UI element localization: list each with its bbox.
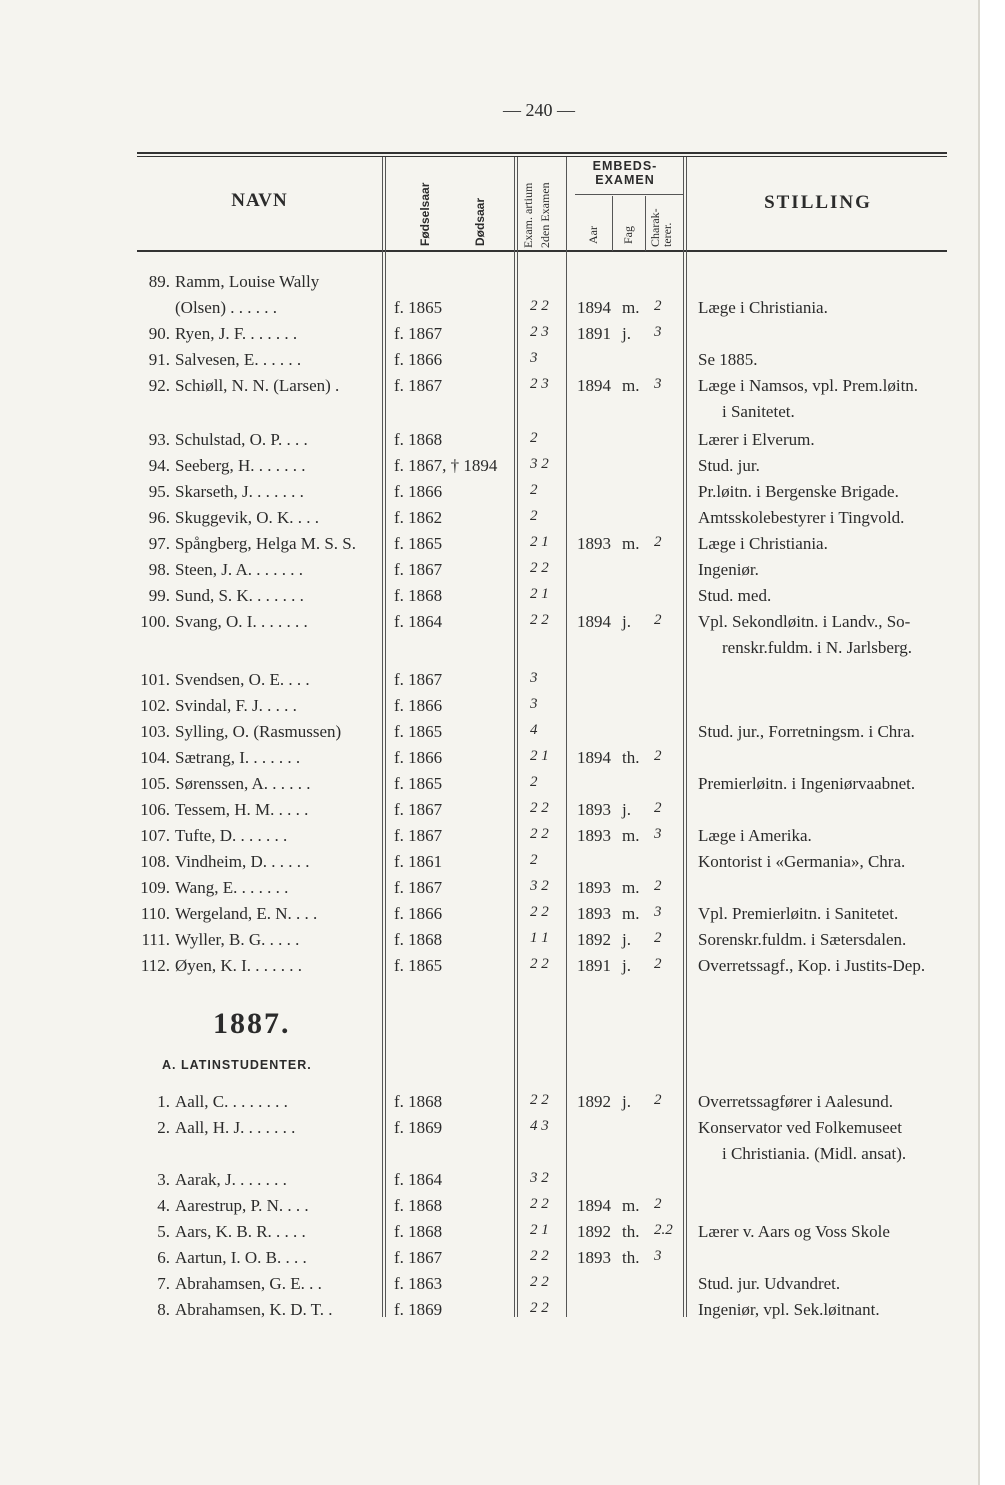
stilling-cell: Læge i Amerika.: [698, 826, 812, 845]
embeds-fag-cell: th.: [622, 748, 640, 767]
name-cell: Ryen, J. F. . . . . . .: [175, 324, 298, 343]
embeds-karakter-cell: 3: [654, 826, 662, 842]
embeds-karakter-cell: 2: [654, 298, 662, 314]
embeds-aar-cell: 1891: [577, 324, 611, 343]
exam-grades-cell: 2 2: [530, 1248, 549, 1264]
born-cell: f. 1867: [394, 324, 443, 343]
num-cell: 93.: [148, 430, 170, 449]
embeds-karakter-cell: 3: [654, 376, 662, 392]
name-cell: Abrahamsen, G. E. . .: [175, 1274, 322, 1293]
exam-grades-cell: 2 1: [530, 1222, 549, 1238]
embeds-aar-cell: 1894: [577, 298, 611, 317]
born-cell: f. 1865: [394, 298, 443, 317]
embeds-sub-rule: [575, 194, 683, 195]
embeds-karakter-cell: 3: [654, 1248, 662, 1264]
table-row: [0, 1118, 978, 1163]
embeds-fag-cell: m.: [622, 826, 640, 845]
num-cell: 100.: [140, 612, 170, 631]
embeds-aar-cell: 1892: [577, 1222, 611, 1241]
name-cell: Skarseth, J. . . . . . .: [175, 482, 304, 501]
header-exam-2den: 2den Examen: [538, 182, 552, 248]
num-cell: 92.: [148, 376, 170, 395]
born-cell: f. 1868: [394, 930, 443, 949]
embeds-aar-cell: 1894: [577, 1196, 611, 1215]
embeds-fag-cell: th.: [622, 1248, 640, 1267]
embeds-aar-cell: 1891: [577, 956, 611, 975]
exam-grades-cell: 2 2: [530, 800, 549, 816]
exam-grades-cell: 2 3: [530, 376, 549, 392]
table-row: [0, 930, 978, 956]
embeds-aar-cell: 1892: [577, 1092, 611, 1111]
name-cell: Schulstad, O. P. . . .: [175, 430, 308, 449]
exam-grades-cell: 2 3: [530, 324, 549, 340]
num-cell: 106.: [140, 800, 170, 819]
name-cell-cont: (Olsen) . . . . . .: [175, 298, 277, 317]
name-cell: Salvesen, E. . . . . .: [175, 350, 302, 369]
embeds-fag-cell: m.: [622, 376, 640, 395]
header-exam-artium: Exam. artium: [521, 182, 535, 248]
born-cell: f. 1864: [394, 612, 443, 631]
exam-grades-cell: 2 2: [530, 826, 549, 842]
exam-grades-cell: 3: [530, 696, 538, 712]
born-cell: f. 1867: [394, 878, 443, 897]
born-cell: f. 1868: [394, 1196, 443, 1215]
embeds-karakter-cell: 2: [654, 1092, 662, 1108]
table-row: [0, 1248, 978, 1274]
exam-grades-cell: 2: [530, 430, 538, 446]
exam-grades-cell: 2 1: [530, 748, 549, 764]
table-row: [0, 826, 978, 852]
num-cell: 94.: [148, 456, 170, 475]
stilling-cell: Læge i Christiania.: [698, 298, 828, 317]
table-row: [0, 560, 978, 586]
col-line-aar: [612, 196, 613, 251]
name-cell: Abrahamsen, K. D. T. .: [175, 1300, 333, 1319]
embeds-fag-cell: m.: [622, 878, 640, 897]
embeds-aar-cell: 1893: [577, 534, 611, 553]
num-cell: 107.: [140, 826, 170, 845]
stilling-cell: Pr.løitn. i Bergenske Brigade.: [698, 482, 899, 501]
exam-grades-cell: 2 2: [530, 1274, 549, 1290]
exam-grades-cell: 4: [530, 722, 538, 738]
num-cell: 103.: [140, 722, 170, 741]
table-row: [0, 482, 978, 508]
embeds-karakter-cell: 2: [654, 878, 662, 894]
embeds-karakter-cell: 2: [654, 748, 662, 764]
page-number: — 240 —: [503, 100, 575, 120]
table-row: [0, 852, 978, 878]
stilling-cell: Lærer i Elverum.: [698, 430, 815, 449]
num-cell: 6.: [157, 1248, 170, 1267]
born-cell: f. 1861: [394, 852, 443, 871]
exam-grades-cell: 3: [530, 670, 538, 686]
exam-grades-cell: 3: [530, 350, 538, 366]
exam-grades-cell: 2 2: [530, 612, 549, 628]
num-cell: 4.: [157, 1196, 170, 1215]
born-cell: f. 1866: [394, 696, 443, 715]
num-cell: 95.: [148, 482, 170, 501]
name-cell: Steen, J. A. . . . . . .: [175, 560, 303, 579]
name-cell: Spångberg, Helga M. S. S.: [175, 534, 357, 553]
year-title: 1887.: [213, 1007, 291, 1040]
table-row: [0, 1300, 978, 1326]
header-embedsexamen: EMBEDS-EXAMEN: [592, 159, 658, 187]
num-cell: 98.: [148, 560, 170, 579]
embeds-aar-cell: 1893: [577, 1248, 611, 1267]
stilling-cell: Overretssagfører i Aalesund.: [698, 1092, 893, 1111]
stilling-cell: Se 1885.: [698, 350, 758, 369]
table-row: [0, 956, 978, 982]
num-cell: 104.: [140, 748, 170, 767]
table-row: [0, 508, 978, 534]
name-cell: Aarestrup, P. N. . . .: [175, 1196, 309, 1215]
stilling-cell-cont: i Christiania. (Midl. ansat).: [722, 1144, 907, 1163]
num-cell: 110.: [140, 904, 170, 923]
stilling-cell: Amtsskolebestyrer i Tingvold.: [698, 508, 905, 527]
exam-grades-cell: 2 2: [530, 1092, 549, 1108]
stilling-cell: Stud. jur.: [698, 456, 760, 475]
num-cell: 102.: [140, 696, 170, 715]
embeds-fag-cell: j.: [622, 324, 631, 343]
header-fodselsaar: Fødselsaar: [418, 182, 432, 246]
header-rule: [137, 250, 947, 252]
born-cell: f. 1869: [394, 1300, 443, 1319]
exam-grades-cell: 4 3: [530, 1118, 549, 1134]
num-cell: 1.: [157, 1092, 170, 1111]
embeds-aar-cell: 1893: [577, 826, 611, 845]
table-row: [0, 350, 978, 376]
table-row: [0, 774, 978, 800]
born-cell: f. 1866: [394, 482, 443, 501]
born-cell: f. 1867: [394, 800, 443, 819]
exam-grades-cell: 3 2: [530, 878, 549, 894]
table-row: [0, 1170, 978, 1196]
stilling-cell: Sorenskr.fuldm. i Sætersdalen.: [698, 930, 907, 949]
num-cell: 5.: [157, 1222, 170, 1241]
born-cell: f. 1865: [394, 722, 443, 741]
embeds-karakter-cell: 2: [654, 612, 662, 628]
name-cell: Øyen, K. I. . . . . . .: [175, 956, 303, 975]
stilling-cell: Lærer v. Aars og Voss Skole: [698, 1222, 890, 1241]
stilling-cell: Konservator ved Folkemuseet: [698, 1118, 902, 1137]
name-cell: Aartun, I. O. B. . . .: [175, 1248, 307, 1267]
num-cell: 111.: [141, 930, 170, 949]
stilling-cell: Vpl. Premierløitn. i Sanitetet.: [698, 904, 899, 923]
header-navn: NAVN: [231, 190, 288, 211]
num-cell: 101.: [140, 670, 170, 689]
exam-grades-cell: 3 2: [530, 1170, 549, 1186]
embeds-aar-cell: 1894: [577, 612, 611, 631]
exam-grades-cell: 2: [530, 482, 538, 498]
born-cell: f. 1863: [394, 1274, 443, 1293]
header-dodsaar: Dødsaar: [473, 197, 487, 246]
stilling-cell: Vpl. Sekondløitn. i Landv., So-: [698, 612, 911, 631]
table-row: [0, 696, 978, 722]
embeds-karakter-cell: 3: [654, 324, 662, 340]
born-cell: f. 1867, † 1894: [394, 456, 498, 475]
embeds-fag-cell: th.: [622, 1222, 640, 1241]
stilling-cell: Kontorist i «Germania», Chra.: [698, 852, 906, 871]
name-cell: Aall, H. J. . . . . . .: [175, 1118, 296, 1137]
table-row: [0, 376, 978, 421]
born-cell: f. 1868: [394, 430, 443, 449]
born-cell: f. 1868: [394, 586, 443, 605]
top-rule-thin: [137, 156, 947, 157]
name-cell: Skuggevik, O. K. . . .: [175, 508, 320, 527]
name-cell: Wang, E. . . . . . .: [175, 878, 289, 897]
num-cell: 8.: [157, 1300, 170, 1319]
born-cell: f. 1866: [394, 748, 443, 767]
name-cell: Aall, C. . . . . . . .: [175, 1092, 288, 1111]
embeds-fag-cell: j.: [622, 956, 631, 975]
exam-grades-cell: 2 2: [530, 1196, 549, 1212]
num-cell: 99.: [148, 586, 170, 605]
table-row: [0, 430, 978, 456]
table-row: [0, 1274, 978, 1300]
name-cell: Ramm, Louise Wally: [175, 272, 320, 291]
embeds-aar-cell: 1893: [577, 800, 611, 819]
embeds-aar-cell: 1894: [577, 376, 611, 395]
table-row: [0, 878, 978, 904]
embeds-aar-cell: 1893: [577, 904, 611, 923]
table-row: [0, 904, 978, 930]
name-cell: Svang, O. I. . . . . . .: [175, 612, 308, 631]
num-cell: 7.: [157, 1274, 170, 1293]
stilling-cell: Læge i Namsos, vpl. Prem.løitn.: [698, 376, 919, 395]
born-cell: f. 1865: [394, 774, 443, 793]
embeds-fag-cell: j.: [622, 930, 631, 949]
table-row: [0, 272, 978, 317]
header-fag: Fag: [621, 226, 635, 244]
name-cell: Aars, K. B. R. . . . .: [175, 1222, 306, 1241]
stilling-cell: Premierløitn. i Ingeniørvaabnet.: [698, 774, 916, 793]
exam-grades-cell: 2 1: [530, 586, 549, 602]
num-cell: 2.: [157, 1118, 170, 1137]
stilling-cell: Stud. med.: [698, 586, 772, 605]
embeds-aar-cell: 1892: [577, 930, 611, 949]
num-cell: 112.: [140, 956, 170, 975]
embeds-aar-cell: 1893: [577, 878, 611, 897]
embeds-fag-cell: j.: [622, 1092, 631, 1111]
embeds-karakter-cell: 2.2: [654, 1222, 673, 1238]
stilling-cell: Læge i Christiania.: [698, 534, 828, 553]
exam-grades-cell: 2 2: [530, 560, 549, 576]
embeds-karakter-cell: 2: [654, 930, 662, 946]
exam-grades-cell: 2 1: [530, 534, 549, 550]
table-row: [0, 324, 978, 350]
section-subtitle: A. LATINSTUDENTER.: [162, 1058, 312, 1072]
top-rule: [137, 152, 947, 154]
embeds-fag-cell: j.: [622, 800, 631, 819]
table-row: [0, 800, 978, 826]
born-cell: f. 1867: [394, 826, 443, 845]
header-aar: Aar: [586, 226, 600, 244]
stilling-cell: Stud. jur. Udvandret.: [698, 1274, 841, 1293]
born-cell: f. 1867: [394, 376, 443, 395]
stilling-cell: Overretssagf., Kop. i Justits-Dep.: [698, 956, 926, 975]
exam-grades-cell: 3 2: [530, 456, 549, 472]
born-cell: f. 1867: [394, 560, 443, 579]
stilling-cell: Stud. jur., Forretningsm. i Chra.: [698, 722, 915, 741]
name-cell: Sætrang, I. . . . . . .: [175, 748, 301, 767]
embeds-fag-cell: m.: [622, 904, 640, 923]
name-cell: Svendsen, O. E. . . .: [175, 670, 310, 689]
name-cell: Tufte, D. . . . . . .: [175, 826, 288, 845]
table-row: [0, 670, 978, 696]
exam-grades-cell: 2: [530, 852, 538, 868]
embeds-fag-cell: m.: [622, 534, 640, 553]
born-cell: f. 1865: [394, 534, 443, 553]
name-cell: Tessem, H. M. . . . .: [175, 800, 309, 819]
exam-grades-cell: 2: [530, 774, 538, 790]
num-cell: 89.: [148, 272, 170, 291]
name-cell: Seeberg, H. . . . . . .: [175, 456, 306, 475]
born-cell: f. 1862: [394, 508, 443, 527]
table-row: [0, 456, 978, 482]
embeds-fag-cell: m.: [622, 1196, 640, 1215]
embeds-karakter-cell: 2: [654, 956, 662, 972]
born-cell: f. 1867: [394, 1248, 443, 1267]
num-cell: 109.: [140, 878, 170, 897]
num-cell: 91.: [148, 350, 170, 369]
born-cell: f. 1866: [394, 350, 443, 369]
exam-grades-cell: 2: [530, 508, 538, 524]
table-row: [0, 612, 978, 657]
embeds-karakter-cell: 3: [654, 904, 662, 920]
embeds-fag-cell: m.: [622, 298, 640, 317]
exam-grades-cell: 2 2: [530, 1300, 549, 1316]
name-cell: Schiøll, N. N. (Larsen) .: [175, 376, 340, 395]
born-cell: f. 1867: [394, 670, 443, 689]
name-cell: Vindheim, D. . . . . .: [175, 852, 310, 871]
num-cell: 108.: [140, 852, 170, 871]
table-row: [0, 534, 978, 560]
stilling-cell-cont: i Sanitetet.: [722, 402, 795, 421]
born-cell: f. 1869: [394, 1118, 443, 1137]
num-cell: 97.: [148, 534, 170, 553]
born-cell: f. 1864: [394, 1170, 443, 1189]
exam-grades-cell: 2 2: [530, 298, 549, 314]
table-row: [0, 748, 978, 774]
num-cell: 105.: [140, 774, 170, 793]
col-line-fag: [645, 196, 646, 251]
table-row: [0, 722, 978, 748]
name-cell: Sund, S. K. . . . . . .: [175, 586, 304, 605]
born-cell: f. 1865: [394, 956, 443, 975]
name-cell: Sørenssen, A. . . . . .: [175, 774, 311, 793]
table-row: [0, 586, 978, 612]
embeds-karakter-cell: 2: [654, 1196, 662, 1212]
name-cell: Aarak, J. . . . . . .: [175, 1170, 287, 1189]
exam-grades-cell: 2 2: [530, 956, 549, 972]
num-cell: 3.: [157, 1170, 170, 1189]
stilling-cell: Ingeniør.: [698, 560, 759, 579]
header-charakterer: Charak-terer.: [648, 208, 674, 247]
born-cell: f. 1868: [394, 1222, 443, 1241]
born-cell: f. 1868: [394, 1092, 443, 1111]
table-row: [0, 1222, 978, 1248]
embeds-aar-cell: 1894: [577, 748, 611, 767]
stilling-cell-cont: renskr.fuldm. i N. Jarlsberg.: [722, 638, 912, 657]
name-cell: Wyller, B. G. . . . .: [175, 930, 300, 949]
num-cell: 90.: [148, 324, 170, 343]
stilling-cell: Ingeniør, vpl. Sek.løitnant.: [698, 1300, 880, 1319]
name-cell: Sylling, O. (Rasmussen): [175, 722, 342, 741]
exam-grades-cell: 2 2: [530, 904, 549, 920]
table-row: [0, 1196, 978, 1222]
embeds-karakter-cell: 2: [654, 534, 662, 550]
exam-grades-cell: 1 1: [530, 930, 549, 946]
born-cell: f. 1866: [394, 904, 443, 923]
embeds-karakter-cell: 2: [654, 800, 662, 816]
header-stilling: STILLING: [764, 192, 872, 213]
table-row: [0, 1092, 978, 1118]
name-cell: Svindal, F. J. . . . .: [175, 696, 297, 715]
num-cell: 96.: [148, 508, 170, 527]
name-cell: Wergeland, E. N. . . .: [175, 904, 318, 923]
embeds-fag-cell: j.: [622, 612, 631, 631]
